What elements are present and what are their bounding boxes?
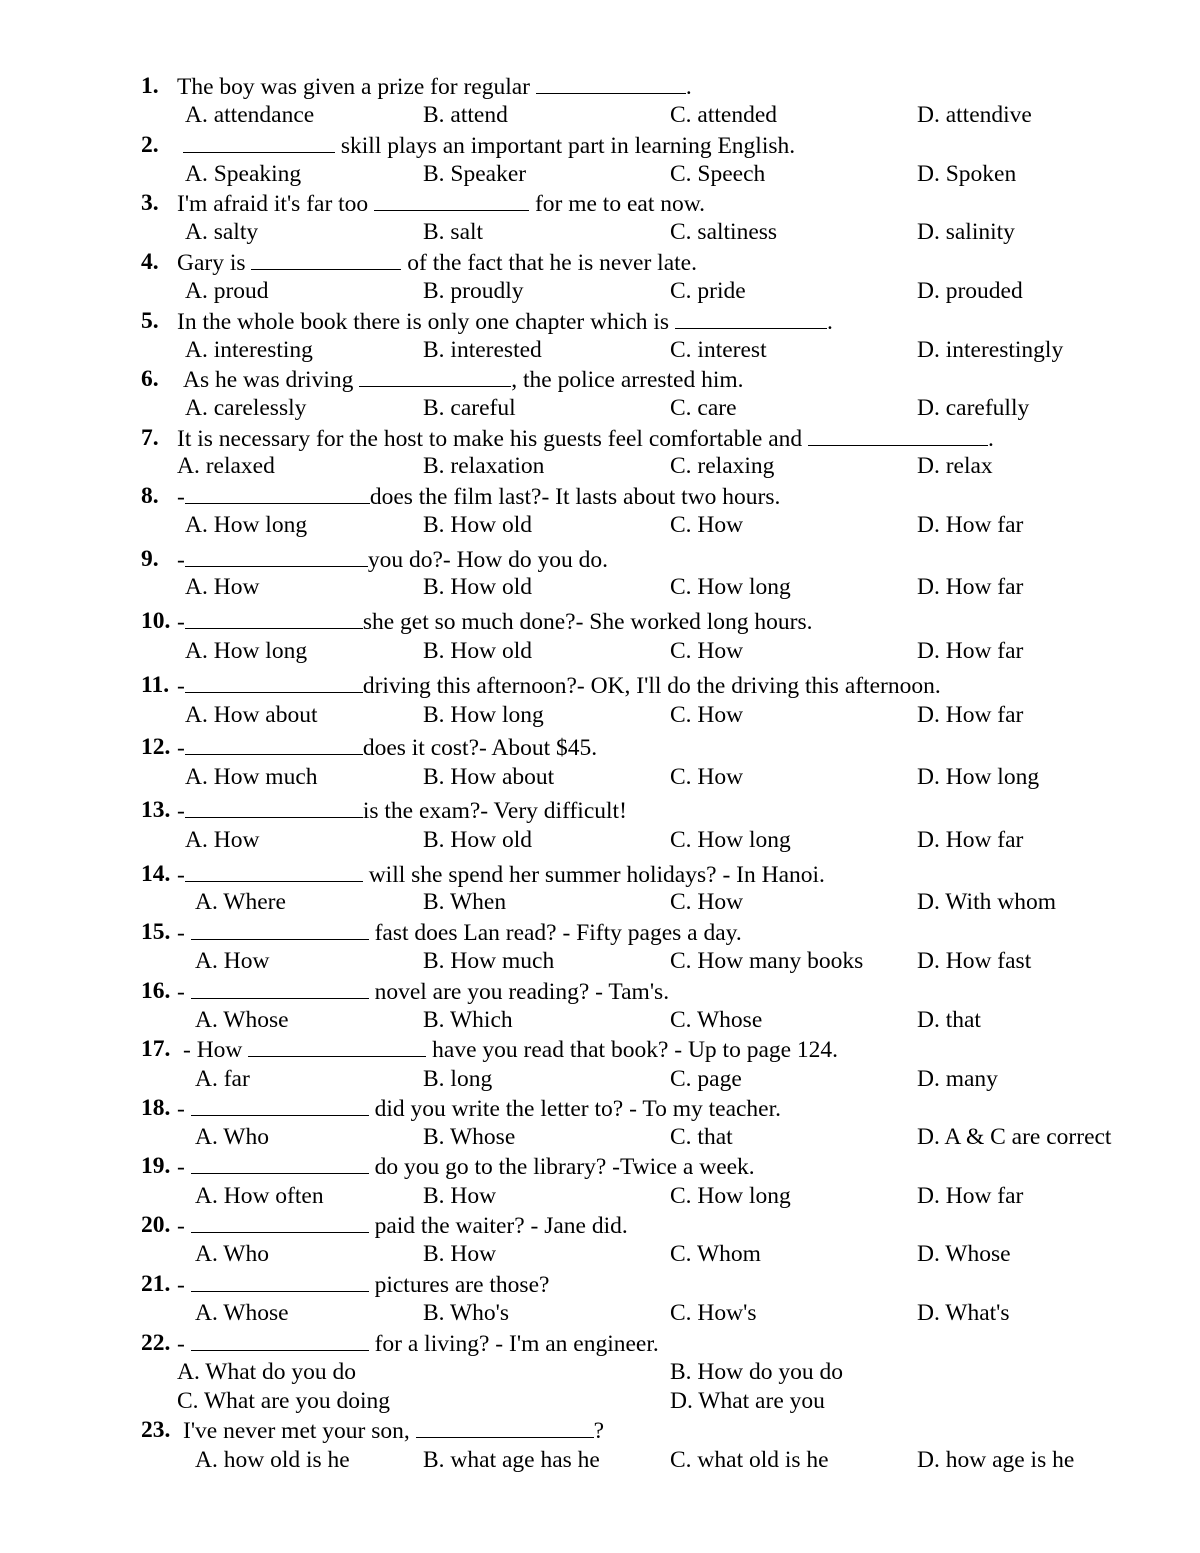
question-stem [177,607,813,637]
option-b[interactable]: B. Who's [423,1300,510,1326]
option-d[interactable]: D. How long [917,764,1040,790]
question-22 [0,1329,1200,1358]
option-d[interactable]: D. What are you [670,1388,825,1414]
option-a[interactable]: A. How often [195,1183,324,1209]
question-16 [0,977,1200,1006]
question-number: 3. [141,190,159,216]
option-d[interactable]: D. How far [917,1183,1024,1209]
stem-text-after: does it cost?- About $45. [362,735,598,761]
option-b[interactable]: B. How [423,1183,497,1209]
stem-text-after: do you go to the library? -Twice a week. [368,1154,755,1180]
question-stem [177,424,994,454]
option-b[interactable]: B. How old [423,512,533,538]
option-d[interactable]: D. A & C are correct [917,1124,1112,1150]
option-a[interactable]: A. How [185,574,260,600]
answer-blank [191,1329,369,1351]
option-b[interactable]: B. relaxation [423,453,545,479]
answer-blank [536,72,686,94]
option-c[interactable]: C. What are you doing [177,1388,390,1414]
option-a[interactable]: A. how old is he [195,1447,350,1473]
answer-blank [416,1416,594,1438]
stem-text-after: you do?- How do you do. [367,547,609,573]
stem-text-before: - [177,609,185,635]
question-18 [0,1094,1200,1123]
stem-text-before: - [177,1096,191,1122]
stem-text-before: - [177,1213,191,1239]
question-stem [177,1152,755,1182]
answer-blank [675,307,827,329]
question-stem [177,671,941,701]
question-number: 13. [141,797,171,823]
answer-blank [185,671,363,693]
option-c[interactable]: C. that [670,1124,733,1150]
answer-blank [374,189,529,211]
question-stem [177,977,669,1007]
question-stem [177,307,833,337]
option-c[interactable]: C. care [670,395,737,421]
option-c[interactable]: C. what old is he [670,1447,829,1473]
stem-text-after: for a living? - I'm an engineer. [368,1331,659,1357]
stem-text-before: - How [183,1037,249,1063]
stem-text-before: I'm afraid it's far too [177,191,375,217]
option-a[interactable]: A. Speaking [185,161,302,187]
answer-blank [808,424,988,446]
option-a[interactable]: A. relaxed [177,453,275,479]
question-number: 8. [141,483,159,509]
stem-text-before: In the whole book there is only one chapter which is [177,309,675,335]
answer-blank [185,482,370,504]
question-stem [177,1329,659,1359]
question-stem [183,1035,838,1065]
answer-blank [191,977,369,999]
stem-text-before: It is necessary for the host to make his guests feel comfortable and [177,426,809,452]
question-15 [0,918,1200,947]
question-stem [177,189,705,219]
question-stem [177,733,597,763]
question-17 [0,1035,1200,1064]
option-a[interactable]: A. Whose [195,1300,289,1326]
option-c[interactable]: C. pride [670,278,746,304]
question-number: 23. [141,1417,171,1443]
option-c[interactable]: C. saltiness [670,219,778,245]
question-number: 17. [141,1036,171,1062]
stem-text-before: - [177,979,191,1005]
option-b[interactable]: B. How long [423,702,544,728]
question-number: 19. [141,1153,171,1179]
option-d[interactable]: D. What's [917,1300,1010,1326]
option-a[interactable]: A. Who [195,1241,269,1267]
option-a[interactable]: A. Where [195,889,286,915]
option-a[interactable]: A. interesting [185,337,313,363]
question-stem [177,482,780,512]
option-a[interactable]: A. How [185,827,260,853]
option-c[interactable]: C. Speech [670,161,766,187]
answer-blank [185,733,363,755]
option-d[interactable]: D. How fast [917,948,1032,974]
question-number: 14. [141,861,171,887]
question-stem [177,72,692,102]
option-d[interactable]: D. How far [917,638,1024,664]
option-d[interactable]: D. interestingly [917,337,1064,363]
option-c[interactable]: C. interest [670,337,767,363]
stem-text-after: ? [593,1418,605,1444]
question-23 [0,1416,1200,1445]
stem-text-after: driving this afternoon?- OK, I'll do the driving this afternoon. [362,673,941,699]
stem-text-before: - [177,547,185,573]
question-9 [0,545,1200,574]
question-4 [0,248,1200,277]
answer-blank [185,796,363,818]
option-b[interactable]: B. long [423,1066,493,1092]
question-12 [0,733,1200,762]
stem-text-before: As he was driving [183,367,360,393]
question-number: 5. [141,308,159,334]
stem-text-after: . [826,309,833,335]
question-10 [0,607,1200,636]
question-5 [0,307,1200,336]
question-21 [0,1270,1200,1299]
question-20 [0,1211,1200,1240]
stem-text-before: - [177,920,191,946]
option-c[interactable]: C. attended [670,102,778,128]
option-a[interactable]: A. attendance [185,102,315,128]
option-d[interactable]: D. attendive [917,102,1032,128]
answer-blank [191,1152,369,1174]
question-number: 11. [141,672,170,698]
option-b[interactable]: B. Which [423,1007,513,1033]
stem-text-before: - [177,1331,191,1357]
answer-blank [185,545,368,567]
stem-text-after: have you read that book? - Up to page 124. [426,1037,839,1063]
option-b[interactable]: B. When [423,889,507,915]
option-a[interactable]: A. How [195,948,270,974]
option-a[interactable]: A. salty [185,219,259,245]
question-number: 2. [141,132,159,158]
question-stem [183,1416,604,1446]
question-3 [0,189,1200,218]
option-b[interactable]: B. proudly [423,278,524,304]
option-d[interactable]: D. salinity [917,219,1015,245]
stem-text-after: did you write the letter to? - To my teacher. [368,1096,782,1122]
question-stem [177,545,608,575]
stem-text-before: - [177,1154,191,1180]
question-19 [0,1152,1200,1181]
option-d[interactable]: D. How far [917,574,1024,600]
option-c[interactable]: C. How long [670,827,791,853]
option-a[interactable]: A. carelessly [185,395,307,421]
answer-blank [191,1211,369,1233]
stem-text-before: Gary is [177,250,252,276]
option-c[interactable]: C. How long [670,1183,791,1209]
question-stem [177,1270,549,1300]
question-number: 9. [141,546,159,572]
option-b[interactable]: B. Speaker [423,161,527,187]
answer-blank [191,1094,369,1116]
answer-blank [183,131,335,153]
question-13 [0,796,1200,825]
option-c[interactable]: C. How many books [670,948,864,974]
question-number: 10. [141,608,171,634]
stem-text-before: - [177,798,185,824]
question-stem [177,248,697,278]
option-b[interactable]: B. interested [423,337,542,363]
question-stem [177,796,627,826]
option-c[interactable]: C. How long [670,574,791,600]
option-b[interactable]: B. salt [423,219,484,245]
option-a[interactable]: A. How much [185,764,318,790]
option-b[interactable]: B. what age has he [423,1447,600,1473]
stem-text-after: . [685,74,692,100]
question-8 [0,482,1200,511]
option-a[interactable]: A. Whose [195,1007,289,1033]
option-a[interactable]: A. What do you do [177,1359,357,1385]
option-b[interactable]: B. attend [423,102,508,128]
question-number: 15. [141,919,171,945]
option-c[interactable]: C. How [670,512,744,538]
option-d[interactable]: D. Spoken [917,161,1017,187]
question-number: 4. [141,249,159,275]
option-d[interactable]: D. prouded [917,278,1023,304]
stem-text-before: The boy was given a prize for regular [177,74,536,100]
option-a[interactable]: A. How long [185,638,308,664]
option-c[interactable]: C. How [670,889,744,915]
option-d[interactable]: D. How far [917,512,1024,538]
stem-text-after: will she spend her summer holidays? - In Hanoi. [362,862,825,888]
answer-blank [359,365,511,387]
stem-text-after: does the film last?- It lasts about two hours. [369,484,781,510]
question-stem [183,365,744,395]
stem-text-after: novel are you reading? - Tam's. [368,979,670,1005]
stem-text-before: - [177,673,185,699]
option-c[interactable]: C. page [670,1066,742,1092]
option-a[interactable]: A. far [195,1066,250,1092]
stem-text-after: , the police arrested him. [511,367,744,393]
option-c[interactable]: C. Whose [670,1007,763,1033]
question-2 [0,131,1200,160]
question-number: 16. [141,978,171,1004]
question-stem [183,131,795,161]
question-stem [177,860,825,890]
option-a[interactable]: A. Who [195,1124,269,1150]
option-c[interactable]: C. Whom [670,1241,761,1267]
answer-blank [248,1035,426,1057]
question-number: 21. [141,1271,171,1297]
answer-blank [185,860,363,882]
stem-text-after: of the fact that he is never late. [401,250,697,276]
option-d[interactable]: D. How far [917,827,1024,853]
option-d[interactable]: D. that [917,1007,981,1033]
stem-text-before: - [177,735,185,761]
stem-text-after: is the exam?- Very difficult! [362,798,627,824]
option-c[interactable]: C. How [670,764,744,790]
question-7 [0,424,1200,453]
option-b[interactable]: B. Whose [423,1124,516,1150]
question-number: 6. [141,366,159,392]
stem-text-before: - [177,1272,191,1298]
stem-text-before: I've never met your son, [183,1418,416,1444]
option-b[interactable]: B. How old [423,638,533,664]
answer-blank [185,607,363,629]
option-c[interactable]: C. How [670,638,744,664]
option-d[interactable]: D. relax [917,453,993,479]
option-d[interactable]: D. many [917,1066,998,1092]
answer-blank [191,1270,369,1292]
option-d[interactable]: D. Whose [917,1241,1011,1267]
stem-text-before: - [177,484,185,510]
question-14 [0,860,1200,889]
option-c[interactable]: C. relaxing [670,453,775,479]
option-b[interactable]: B. careful [423,395,516,421]
question-number: 18. [141,1095,171,1121]
option-a[interactable]: A. How long [185,512,308,538]
stem-text-after: fast does Lan read? - Fifty pages a day. [368,920,742,946]
option-b[interactable]: B. How [423,1241,497,1267]
question-stem [177,1094,781,1124]
option-b[interactable]: B. How old [423,827,533,853]
option-b[interactable]: B. How much [423,948,555,974]
option-d[interactable]: D. How far [917,702,1024,728]
question-number: 22. [141,1330,171,1356]
option-c[interactable]: C. How [670,702,744,728]
question-11 [0,671,1200,700]
stem-text-after: paid the waiter? - Jane did. [368,1213,628,1239]
option-c[interactable]: C. How's [670,1300,757,1326]
question-number: 20. [141,1212,171,1238]
answer-blank [191,918,369,940]
answer-blank [251,248,401,270]
stem-text-after: she get so much done?- She worked long hours. [362,609,813,635]
option-a[interactable]: A. How about [185,702,318,728]
question-6 [0,365,1200,394]
stem-text-after: pictures are those? [368,1272,550,1298]
stem-text-after: for me to eat now. [529,191,706,217]
option-d[interactable]: D. how age is he [917,1447,1075,1473]
question-number: 12. [141,734,171,760]
question-stem [177,1211,628,1241]
question-number: 1. [141,73,159,99]
stem-text-after: skill plays an important part in learning English. [335,133,796,159]
option-a[interactable]: A. proud [185,278,269,304]
question-number: 7. [141,425,159,451]
stem-text-after: . [988,426,994,452]
option-d[interactable]: D. With whom [917,889,1056,915]
option-b[interactable]: B. How do you do [670,1359,843,1385]
question-stem [177,918,742,948]
stem-text-before: - [177,862,185,888]
option-b[interactable]: B. How about [423,764,555,790]
option-d[interactable]: D. carefully [917,395,1030,421]
option-b[interactable]: B. How old [423,574,533,600]
question-1 [0,72,1200,101]
